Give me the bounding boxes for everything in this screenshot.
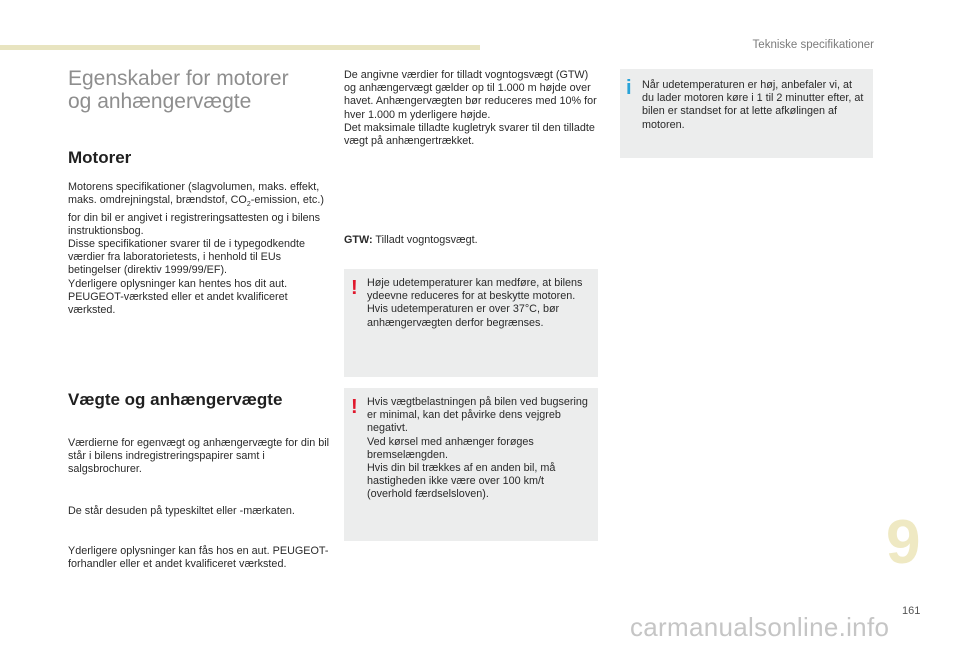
gtw-paragraph: De angivne værdier for tilladt vogntogsvægt (GTW) og anhængervægt gælder op til 1.000 m højde over havet. Anhængervægten bør reduceres med 10% for hver 1.000 m yderligere højde. Det maksimale tilladte kugletryk svarer til den tilladte vægt på anhængertrækket. — [344, 69, 597, 148]
page-title-line2: og anhængervægte — [68, 90, 252, 113]
gtw-label: GTW: — [344, 234, 373, 246]
gtw-definition — [344, 234, 602, 247]
info-icon: i — [626, 77, 632, 99]
warning-box-temperature — [344, 269, 598, 377]
gtw-text: Tilladt vogntogsvægt. — [372, 234, 478, 246]
vaegte-paragraph-1: Værdierne for egenvægt og anhængervægte for din bil står i bilens indregistreringspapirer samt i salgsbrochurer. — [68, 437, 330, 476]
header-accent-bar — [0, 45, 480, 50]
page-title — [68, 67, 338, 113]
warning-text-temperature: Høje udetemperaturer kan medføre, at bilens ydeevne reduceres for at beskytte motoren. Hvis udetemperaturen er over 37°C, bør anhængervægten derfor begrænses. — [367, 277, 583, 329]
co2-subscript: 2 — [246, 201, 251, 209]
vaegte-paragraph-3: Yderligere oplysninger kan fås hos en aut. PEUGEOT-forhandler eller et andet kvalificeret værksted. — [68, 545, 329, 571]
vaegte-paragraph-2: De står desuden på typeskiltet eller -mærkaten. — [68, 505, 295, 517]
heading-vaegte: Vægte og anhængervægte — [68, 390, 283, 409]
motorer-paragraph — [68, 181, 330, 317]
watermark: carmanualsonline.info — [630, 612, 890, 642]
warning-icon: ! — [351, 277, 358, 299]
heading-motorer: Motorer — [68, 148, 132, 167]
info-box-engine-cooling — [620, 69, 873, 158]
warning-box-towing — [344, 388, 598, 541]
motorer-paragraph-pre: Motorens specifikationer (slagvolumen, maks. effekt, maks. omdrejningstal, brændstof, CO — [68, 181, 320, 207]
page-number: 161 — [902, 605, 921, 617]
section-header: Tekniske specifikationer — [752, 39, 874, 51]
page-title-line1: Egenskaber for motorer — [68, 67, 289, 90]
motorer-paragraph-post: -emission, etc.) for din bil er angivet i registreringsattesten og i bilens instruktionsbog. Disse specifikationer svarer til de i typegodkendte værdier fra laboratorietests, i henhold til EUs betingelser (direktiv 1999/99/EF). Yderligere oplysninger kan hentes hos dit aut. PEUGEOT-værksted eller et andet kvalificeret værksted. — [68, 194, 324, 316]
info-text-engine-cooling: Når udetemperaturen er høj, anbefaler vi, at du lader motoren køre i 1 til 2 minutter efter, at bilen er standset for at lette afkølingen af motoren. — [642, 79, 864, 131]
warning-text-towing: Hvis vægtbelastningen på bilen ved bugsering er minimal, kan det påvirke dens vejgreb negativt. Ved kørsel med anhænger forøges bremselængden. Hvis din bil trækkes af en anden bil, må hastigheden ikke være over 100 km/t (overhold færdselsloven). — [367, 396, 588, 501]
warning-icon: ! — [351, 396, 358, 418]
chapter-number: 9 — [886, 508, 921, 577]
